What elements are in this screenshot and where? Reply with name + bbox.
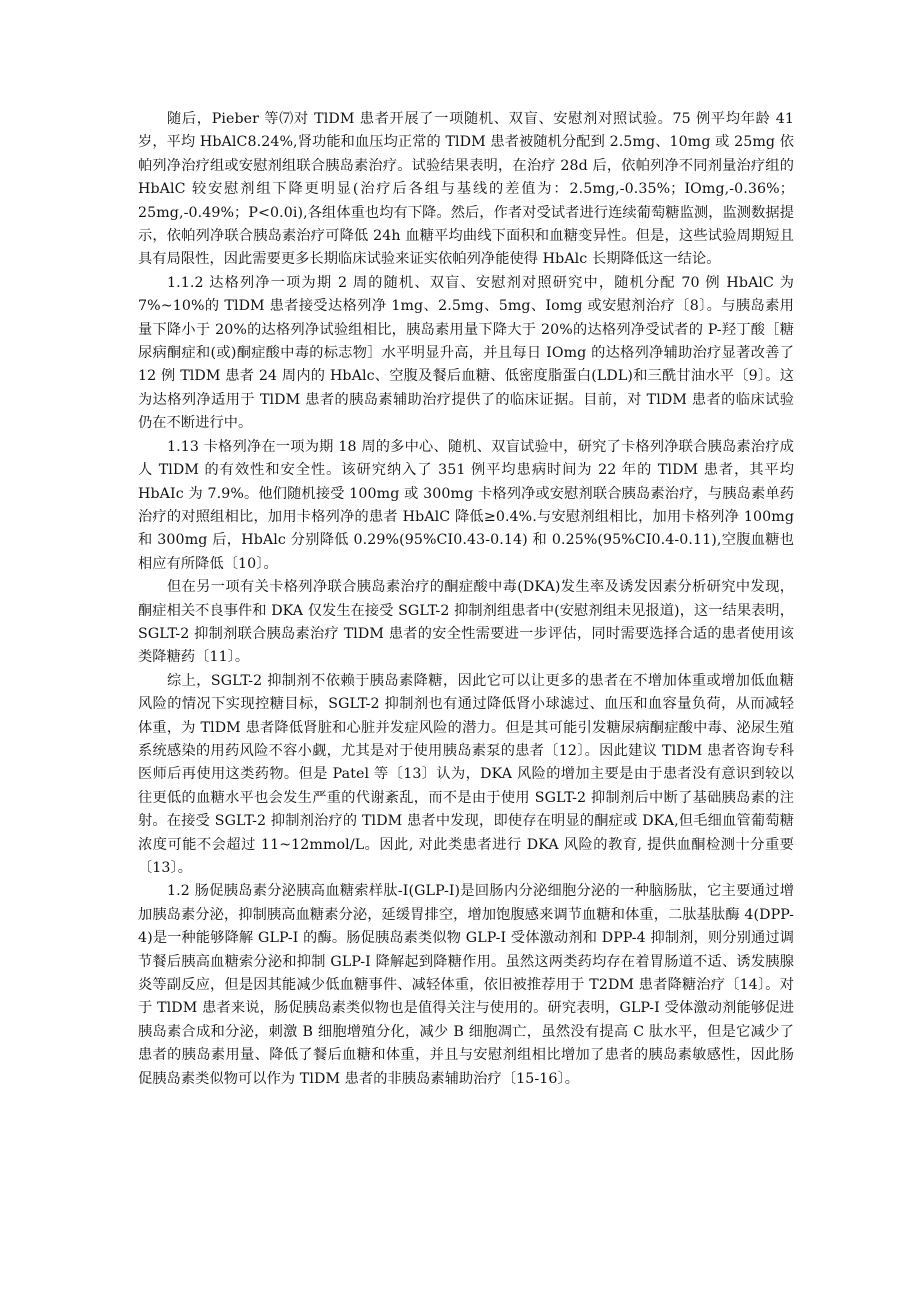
paragraph-glp1: 1.2 肠促胰岛素分泌胰高血糖索样肽-I(GLP-I)是回肠内分泌细胞分泌的一种脑肠肽，它主要通过增加胰岛素分泌，抑制胰高血糖素分泌，延缓胃排空，增加饱腹感来调节血糖和体重，二肽基肽酶 4(DPP-4)是一种能够降解 GLP-I 的酶。肠促胰岛素类似物 GLP-I 受体激动剂和 DPP-4 抑制剂，则分别通过调节餐后胰高血糖索分泌和抑制 GLP-I 降解起到降糖作用。虽然这两类药均存在着胃肠道不适、诱发胰腺炎等副反应，但是因其能减少低血糖事件、减轻体重，依旧被推荐用于 T2DM 患者降糖治疗〔14〕。对于 TlDM 患者来说，肠促胰岛素类似物也是值得关注与使用的。研究表明，GLP-I 受体激动剂能够促进胰岛素合成和分泌，刺激 B 细胞增殖分化，减少 B 细胞凋亡，虽然没有提高 C 肽水平，但是它减少了患者的胰岛素用量、降低了餐后血糖和体重，并且与安慰剂组相比增加了患者的胰岛素敏感性，因此肠促胰岛素类似物可以作为 TlDM 患者的非胰岛素辅助治疗〔15-16〕。: [138, 883, 794, 1087]
paragraph-dapagliflozin: 1.1.2 达格列净一项为期 2 周的随机、双盲、安慰剂对照研究中，随机分配 70 例 HbAlC 为 7%~10%的 TlDM 患者接受达格列净 1mg、2.5mg、5mg、Iomg 或安慰剂治疗〔8〕。与胰岛素用量下降小于 20%的达格列净试验组相比，胰岛素用量下降大于 20%的达格列净受试者的 P-羟丁酸［糖尿病酮症和(或)酮症酸中毒的标志物］水平明显升高，并且每日 IOmg 的达格列净辅助治疗显著改善了 12 例 TlDM 患者 24 周内的 HbAlc、空腹及餐后血糖、低密度脂蛋白(LDL)和三酰甘油水平〔9〕。这为达格列净适用于 TlDM 患者的胰岛素辅助治疗提供了的临床证据。目前，对 TlDM 患者的临床试验仍在不断进行中。: [138, 274, 794, 432]
paragraph-dka-analysis: 但在另一项有关卡格列净联合胰岛素治疗的酮症酸中毒(DKA)发生率及诱发因素分析研究中发现，酮症相关不良事件和 DKA 仅发生在接受 SGLT-2 抑制剂组患者中(安慰剂组未见报道)，这一结果表明，SGLT-2 抑制剂联合胰岛素治疗 TlDM 患者的安全性需要进一步评估，同时需要选择合适的患者使用该类降糖药〔11〕。: [138, 579, 794, 666]
paragraph-pieber-trial: 随后，Pieber 等⑺对 TlDM 患者开展了一项随机、双盲、安慰剂对照试验。75 例平均年龄 41 岁，平均 HbAlC8.24%,肾功能和血压均正常的 TlDM 患者被随机分配到 2.5mg、10mg 或 25mg 依帕列净治疗组或安慰剂组联合胰岛素治疗。试验结果表明，在治疗 28d 后，依帕列净不同剂量治疗组的 HbAlC 较安慰剂组下降更明显(治疗后各组与基线的差值为：2.5mg,-0.35%；IOmg,-0.36%；25mg,-0.49%；P<0.0i),各组体重也均有下降。然后，作者对受试者进行连续葡萄糖监测，监测数据提示，依帕列净联合胰岛素治疗可降低 24h 血糖平均曲线下面积和血糖变异性。但是，这些试验周期短且具有局限性，因此需要更多长期临床试验来证实依帕列净能使得 HbAlc 长期降低这一结论。: [138, 111, 794, 268]
paragraph-sglt2-summary: 综上，SGLT-2 抑制剂不依赖于胰岛素降糖，因此它可以让更多的患者在不增加体重或增加低血糖风险的情况下实现控糖目标，SGLT-2 抑制剂也有通过降低肾小球滤过、血压和血容量负荷，从而减轻体重，为 TlDM 患者降低肾脏和心脏并发症风险的潜力。但是其可能引发糖尿病酮症酸中毒、泌尿生殖系统感染的用药风险不容小觑，尤其是对于使用胰岛素泵的患者〔12〕。因此建议 TlDM 患者咨询专科医师后再使用这类药物。但是 Patel 等〔13〕认为，DKA 风险的增加主要是由于患者没有意识到较以往更低的血糖水平也会发生严重的代谢紊乱，而不是由于使用 SGLT-2 抑制剂后中断了基础胰岛素的注射。在接受 SGLT-2 抑制剂治疗的 TlDM 患者中发现，即使存在明显的酮症或 DKA,但毛细血管葡萄糖浓度可能不会超过 11~12mmol/L。因此, 对此类患者进行 DKA 风险的教育, 提供血酮检测十分重要〔13〕。: [138, 672, 794, 876]
document-page: [138, 108, 794, 1091]
paragraph-canagliflozin: 1.13 卡格列净在一项为期 18 周的多中心、随机、双盲试验中，研究了卡格列净联合胰岛素治疗成人 TlDM 的有效性和安全性。该研究纳入了 351 例平均患病时间为 22 年的 TlDM 患者，其平均 HbAIc 为 7.9%。他们随机接受 100mg 或 300mg 卡格列净或安慰剂联合胰岛素治疗，与胰岛素单药治疗的对照组相比，加用卡格列净的患者 HbAlC 降低≥0.4%.与安慰剂组相比，加用卡格列净 100mg 和 300mg 后，HbAlc 分别降低 0.29%(95%CI0.43-0.14) 和 0.25%(95%CI0.4-0.11),空腹血糖也相应有所降低〔10〕。: [138, 438, 794, 572]
